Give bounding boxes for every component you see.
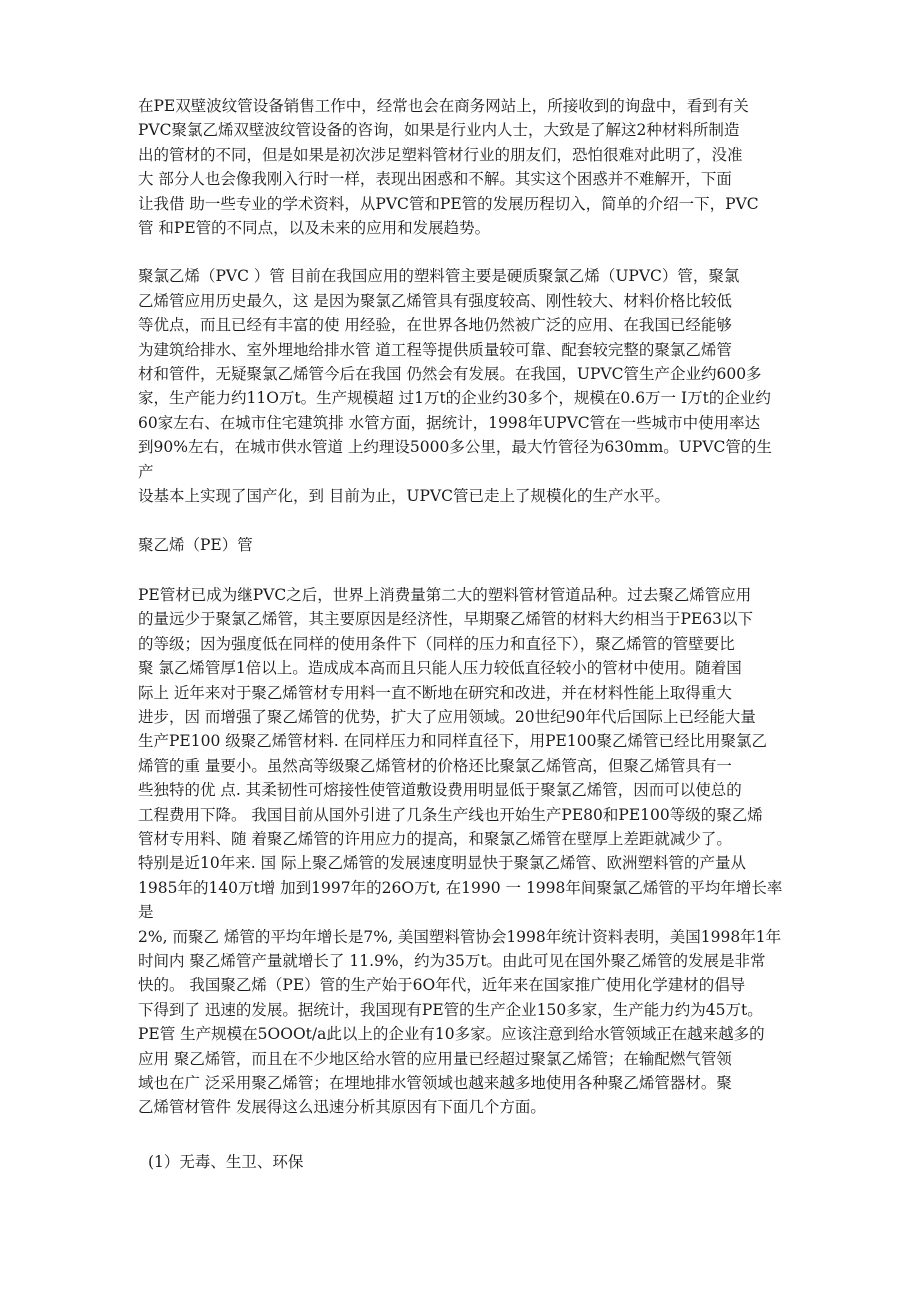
document-body [138, 94, 786, 1174]
list-item-nontoxic: (1）无毒、生卫、环保 [148, 1152, 304, 1171]
intro-paragraph: 在PE双壁波纹管设备销售工作中，经常也会在商务网站上，所接收到的询盘中，看到有关 PVC聚氯乙烯双壁波纹管设备的咨询，如果是行业内人士，大致是了解这2种材料所制造 出的管材的不同，但是如果是初次涉足塑料管材行业的朋友们，恐怕很难对此明了，没准 大 部分人也会像我刚入行时一样，表现出困惑和不解。其实这个困惑并不难解开，下面 让我借 助一些专业的学术资料，从PVC管和PE管的发展历程切入，简单的介绍一下，PVC 管 和PE管的不同点，以及未来的应用和发展趋势。 [138, 97, 759, 238]
pe-pipe-paragraph: PE管材已成为继PVC之后，世界上消费量第二大的塑料管材管道品种。过去聚乙烯管应用 的量远少于聚氯乙烯管，其主要原因是经济性，早期聚乙烯管的材料大约相当于PE63以下 的等级；因为强度低在同样的使用条件下（同样的压力和直径下），聚乙烯管的管壁要比 聚 氯乙烯管厚1倍以上。造成成本高而且只能人压力较低直径较小的管材中使用。随着国 际上 近年来对于聚乙烯管材专用料一直不断地在研究和改进，并在材料性能上取得重大 进步，因 而增强了聚乙烯管的优势，扩大了应用领域。20世纪90年代后国际上已经能大量 生产PE100 级聚乙烯管材料. 在同样压力和同样直径下，用PE100聚乙烯管已经比用聚氯乙 烯管的重 量要小。虽然高等级聚乙烯管材的价格还比聚氯乙烯管高，但聚乙烯管具有一 些独特的优 点. 其柔韧性可熔接性使管道敷设费用明显低于聚氯乙烯管，因而可以使总的 工程费用下降。 我国目前从国外引进了几条生产线也开始生产PE80和PE100等级的聚乙烯 管材专用料、随 着聚乙烯管的许用应力的提高，和聚氯乙烯管在壁厚上差距就减少了。 特别是近10年来. 国 际上聚乙烯管的发展速度明显快于聚氯乙烯管、欧洲塑料管的产量从 1985年的140万t增 加到1997年的26O万t, 在1990 一 1998年间聚氯乙烯管的平均年增长率是 2%, 而聚乙 烯管的平均年增长是7%, 美国塑料管协会1998年统计资料表明，美国1998年1年 时间内 聚乙烯管产量就增长了 11.9%，约为35万t。由此可见在国外聚乙烯管的发展是非常 快的。 我国聚乙烯（PE）管的生产始于6O年代，近年来在国家推广使用化学建材的倡导 下得到了 迅速的发展。据统计，我国现有PE管的生产企业150多家，生产能力约为45万t。 PE管 生产规模在5OOOt/a此以上的企业有10多家。应该注意到给水管领域正在越来越多的 应用 聚乙烯管，而且在不少地区给水管的应用量已经超过聚氯乙烯管；在输配燃气管领 域也在广 泛采用聚乙烯管；在埋地排水管领域也越来越多地使用各种聚乙烯管器材。聚 乙烯管材管件 发展得这么迅速分析其原因有下面几个方面。 [138, 585, 783, 1117]
pvc-pipe-paragraph: 聚氯乙烯（PVC ）管 目前在我国应用的塑料管主要是硬质聚氯乙烯（UPVC）管，聚氯 乙烯管应用历史最久，这 是因为聚氯乙烯管具有强度较高、刚性较大、材料价格比较低 等优点，而且已经有丰富的使 用经验，在世界各地仍然被广泛的应用、在我国已经能够 为建筑给排水、室外埋地给排水管 道工程等提供质量较可靠、配套较完整的聚氯乙烯管 材和管件，无疑聚氯乙烯管今后在我国 仍然会有发展。在我国，UPVC管生产企业约600多 家，生产能力约11O万t。生产规模超 过1万t的企业约30多个，规模在0.6万一 I万t的企业约 60家左右、在城市住宅建筑排 水管方面，据统计，1998年UPVC管在一些城市中使用率达 到90%左右，在城市供水管道 上约理设5000多公里，最大竹管径为630mm。UPVC管的生产 设基本上实现了国产化，到 目前为止，UPVC管已走上了规模化的生产水平。 [138, 267, 772, 506]
section-heading-pe-pipe: 聚乙烯（PE）管 [138, 535, 253, 554]
